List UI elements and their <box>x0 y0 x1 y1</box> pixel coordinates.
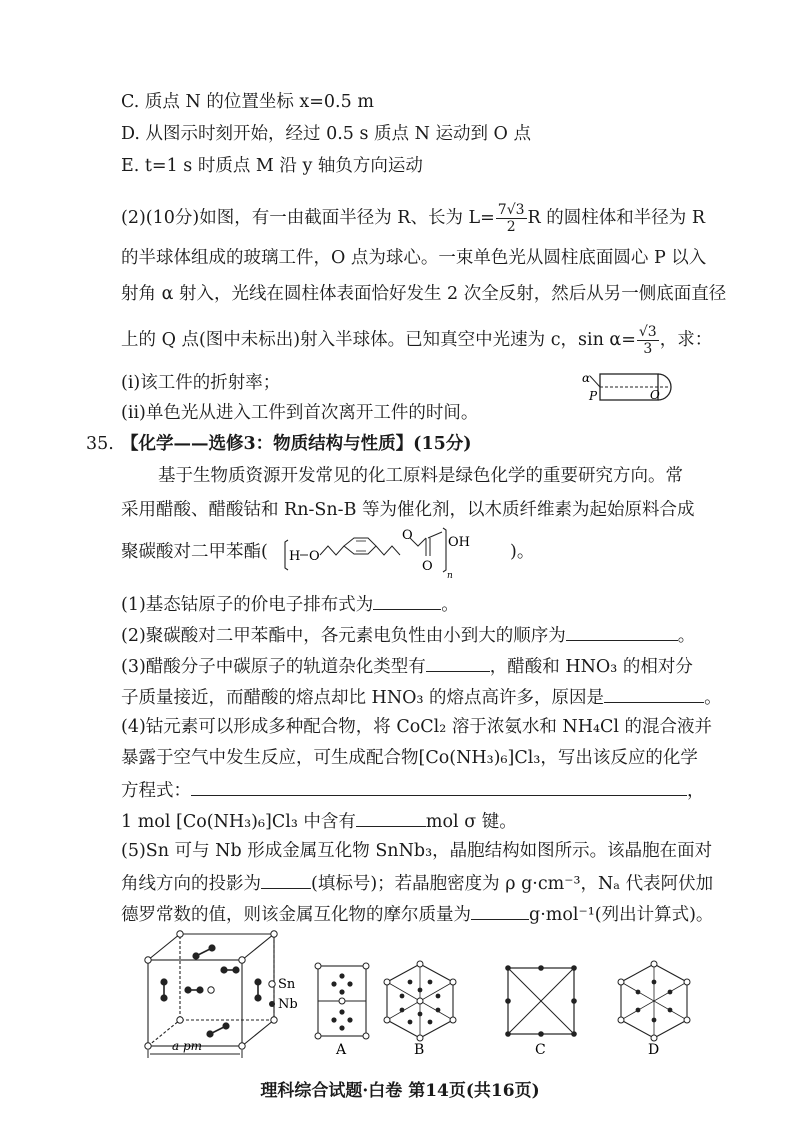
answer-blank-1[interactable] <box>373 591 441 610</box>
left-bracket <box>285 540 288 570</box>
chem-heading: 【化学——选修3：物质结构与性质】(15分) <box>121 434 472 454</box>
answer-blank-4a[interactable] <box>191 777 687 796</box>
o-label-carbonyl: O <box>422 559 433 574</box>
crystal-figure <box>120 926 720 1062</box>
projection-c <box>505 965 577 1058</box>
right-bracket <box>443 528 446 572</box>
answer-blank-2[interactable] <box>566 622 678 641</box>
question-number: 35. <box>86 434 114 454</box>
h-label: H <box>289 549 301 564</box>
physics-p2-line3: 射角 α 射入，光线在圆柱体表面恰好发生 2 次全反射，然后从另一侧底面直径 <box>121 284 727 304</box>
n-label: n <box>447 571 453 580</box>
answer-blank-3a[interactable] <box>426 653 490 672</box>
sin-fraction: $\frac{√3}{3}$ <box>638 324 657 357</box>
chem-q4-line4: 1 mol [Co(NH₃)₆]Cl₃ 中含有 mol σ 键。 <box>121 808 517 834</box>
label-b: B <box>414 1042 425 1058</box>
sn-legend-icon <box>269 981 275 987</box>
option-c: C. 质点 N 的位置坐标 x=0.5 m <box>121 92 374 112</box>
chem-q5-line3: 德罗常数的值，则该金属互化物的摩尔质量为 g·mol⁻¹(列出计算式)。 <box>121 901 713 927</box>
physics-p2-line4: 上的 Q 点(图中未标出)射入半球体。已知真空中光速为 c，sin α= $\frac{√3}{3}$ ，求： <box>121 324 713 357</box>
chem-q5-line1: (5)Sn 可与 Nb 形成金属互化物 SnNb₃，晶胞结构如图所示。该晶胞在面对 <box>121 841 713 861</box>
physics-q2: (ⅱ)单色光从进入工件到首次离开工件的时间。 <box>121 403 479 423</box>
oh-label: OH <box>448 535 470 550</box>
chem-intro-1: 基于生物质资源开发常见的化工原料是绿色化学的重要研究方向。常 <box>158 466 683 486</box>
o-label: O <box>650 388 660 402</box>
scale-label: a pm <box>172 1039 203 1053</box>
label-c: C <box>535 1042 546 1058</box>
polymer-structure <box>276 524 508 580</box>
page-footer: 理科综合试题·白卷 第14页(共16页) <box>260 1081 540 1101</box>
o-label-ester: O <box>402 528 413 543</box>
projection-a <box>315 963 369 1058</box>
chem-intro-3b: )。 <box>510 542 535 562</box>
label-a: A <box>336 1042 347 1058</box>
nb-legend-icon <box>269 1001 275 1007</box>
chem-q4-line3: 方程式： ， <box>121 777 705 803</box>
option-e: E. t=1 s 时质点 M 沿 y 轴负方向运动 <box>121 156 423 176</box>
physics-p2-line2: 的半球体组成的玻璃工件，O 点为球心。一束单色光从圆柱底面圆心 P 以入 <box>121 248 707 268</box>
benzene-ring <box>344 538 376 554</box>
sn-legend: Sn <box>278 977 296 992</box>
glass-workpiece-figure <box>578 362 688 410</box>
o-label-left: O <box>309 549 320 564</box>
hemisphere <box>658 374 671 400</box>
option-d: D. 从图示时刻开始，经过 0.5 s 质点 N 运动到 O 点 <box>121 124 531 144</box>
length-fraction: $\frac{7√3}{2}$ <box>497 202 525 235</box>
label-d: D <box>648 1042 660 1058</box>
chem-q3-line2: 子质量接近，而醋酸的熔点却比 HNO₃ 的熔点高许多，原因是 。 <box>121 684 722 710</box>
physics-q1: (ⅰ)该工件的折射率； <box>121 373 281 393</box>
chem-q5-line2: 角线方向的投影为 (填标号)；若晶胞密度为 ρ g·cm⁻³，Nₐ 代表阿伏加 <box>121 870 713 896</box>
p-label: P <box>589 389 598 403</box>
chem-q1: (1)基态钴原子的价电子排布式为 。 <box>121 591 459 617</box>
chem-q2: (2)聚碳酸对二甲苯酯中，各元素电负性由小到大的顺序为 。 <box>121 622 695 648</box>
projection-d <box>618 961 690 1058</box>
chem-q3-line1: (3)醋酸分子中碳原子的轨道杂化类型有 ，醋酸和 HNO₃ 的相对分 <box>121 653 693 679</box>
chem-q4-line1: (4)钴元素可以形成多种配合物，将 CoCl₂ 溶于浓氨水和 NH₄Cl 的混合液并 <box>121 717 713 737</box>
answer-blank-4b[interactable] <box>356 808 426 827</box>
incident-ray <box>590 376 600 387</box>
answer-blank-5b[interactable] <box>471 901 529 920</box>
chem-intro-3a: 聚碳酸对二甲苯酯( <box>121 542 268 562</box>
chem-q4-line2: 暴露于空气中发生反应，可生成配合物[Co(NH₃)₆]Cl₃，写出该反应的化学 <box>121 748 698 768</box>
answer-blank-5a[interactable] <box>261 870 311 889</box>
alpha-label: α <box>582 371 591 385</box>
physics-p2-line1: (2)(10分)如图，有一由截面半径为 R、长为 L= $\frac{7√3}{2}$ R 的圆柱体和半径为 R <box>121 202 706 235</box>
projection-b <box>384 961 456 1058</box>
chem-intro-2: 采用醋酸、醋酸钴和 Rn-Sn-B 等为催化剂，以木质纤维素为起始原料合成 <box>121 500 695 520</box>
answer-blank-3b[interactable] <box>604 684 704 703</box>
nb-legend: Nb <box>278 997 298 1012</box>
